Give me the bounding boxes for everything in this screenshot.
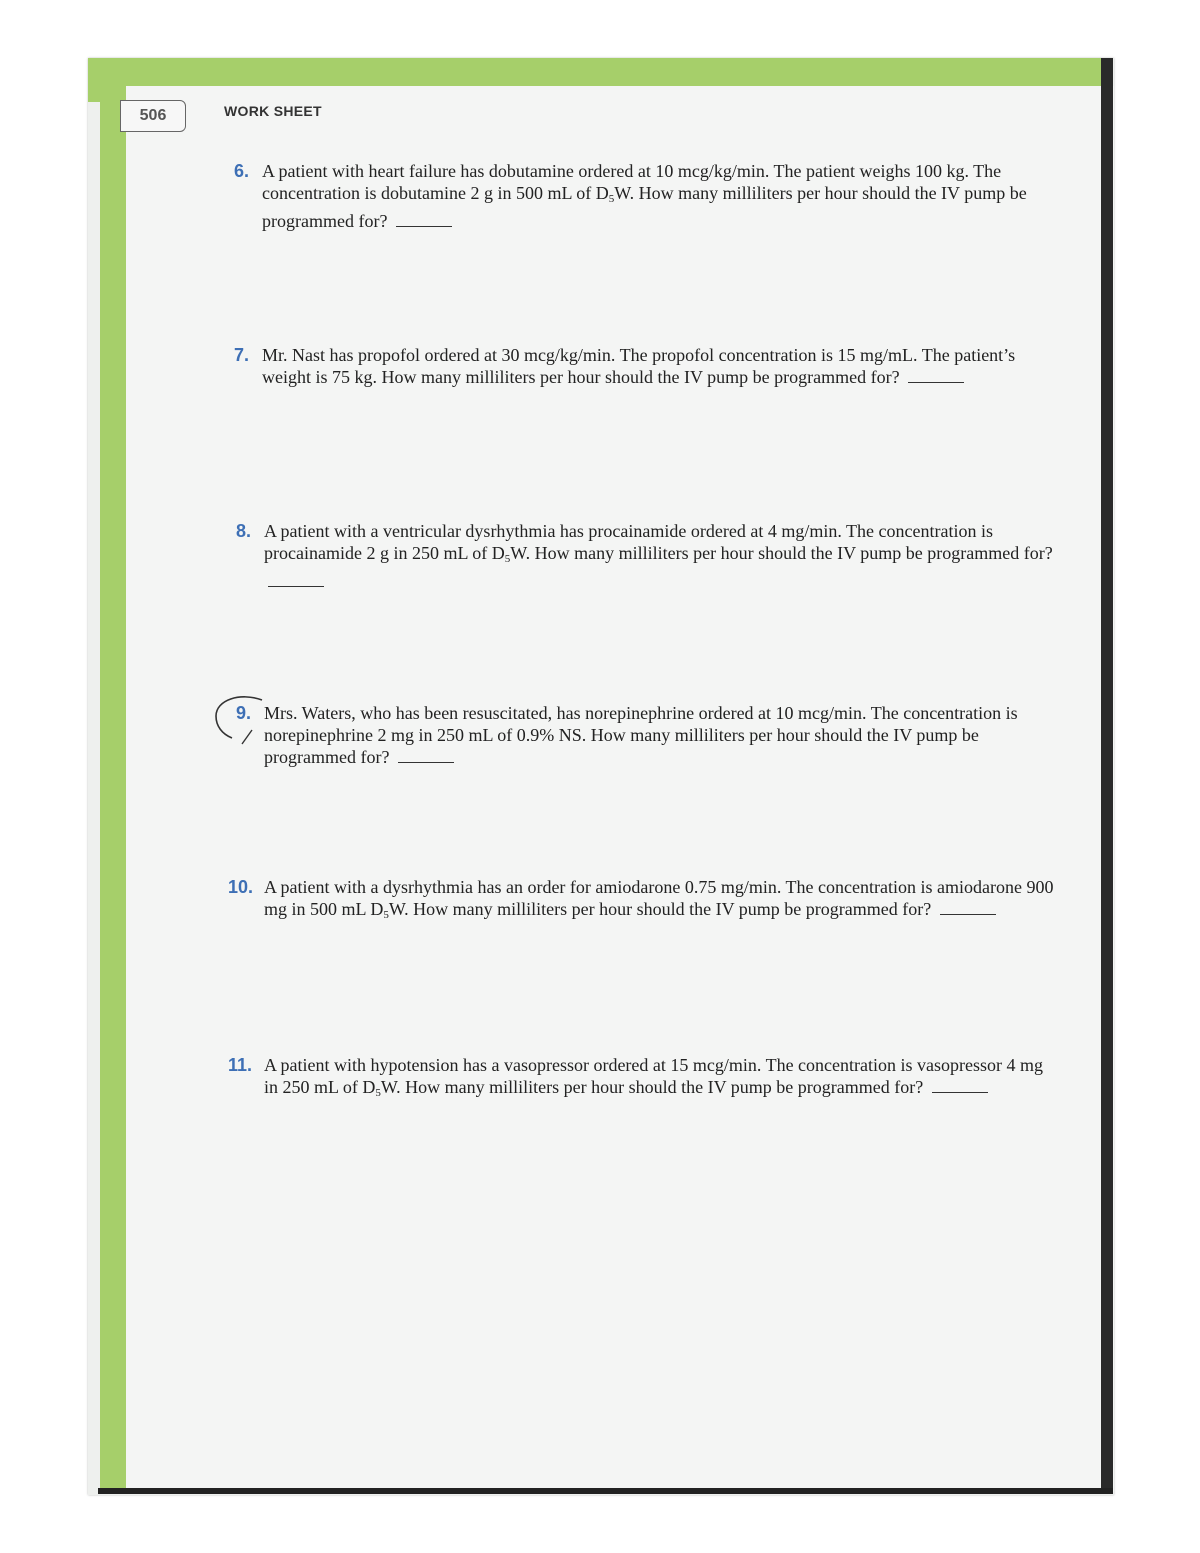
problem-text: A patient with a dysrhythmia has an order for amiodarone 0.75 mg/min. The concentration is amiodarone 900 mg in 500 mL D (264, 877, 1054, 919)
problem-6 (234, 160, 1052, 232)
problem-text: A patient with a ventricular dysrhythmia has procainamide ordered at 4 mg/min. The concentration is procainamide 2 g in 250 mL of D (264, 521, 993, 563)
answer-blank[interactable] (932, 1078, 988, 1093)
subscript: 5 (383, 909, 389, 921)
answer-blank[interactable] (396, 212, 452, 227)
answer-blank[interactable] (398, 748, 454, 763)
page-right-edge (1101, 58, 1113, 1494)
subscript: 5 (608, 193, 615, 205)
subscript: 5 (375, 1087, 381, 1099)
problem-number: 11. (228, 1055, 253, 1075)
problem-text-cont: W. How many milliliters per hour should the IV pump be programmed for? (510, 543, 1053, 563)
page-sheet (126, 86, 1114, 1492)
sheet-title: WORK SHEET (224, 103, 322, 119)
problem-number: 8. (236, 521, 252, 541)
problem-text-cont: W. How many milliliters per hour should the IV pump be programmed for? (262, 183, 1027, 231)
problem-8 (236, 520, 1054, 592)
problem-10 (228, 876, 1054, 926)
page-bottom-edge (98, 1488, 1113, 1494)
answer-blank[interactable] (940, 900, 996, 915)
problem-text: Mrs. Waters, who has been resuscitated, has norepinephrine ordered at 10 mcg/min. The concentration is norepinephrine 2 mg in 250 mL of 0.9% NS. How many milliliters per hour should the IV pump be programmed for? (264, 703, 1018, 767)
page-number: 506 (120, 100, 186, 132)
problem-text-cont: W. How many milliliters per hour should the IV pump be programmed for? (380, 1077, 924, 1097)
problem-9 (236, 702, 1054, 768)
problem-number: 9. (236, 703, 252, 723)
problem-7 (234, 344, 1052, 388)
problem-text-cont: W. How many milliliters per hour should the IV pump be programmed for? (388, 899, 932, 919)
problem-11 (228, 1054, 1054, 1104)
problem-text: A patient with hypotension has a vasopressor ordered at 15 mcg/min. The concentration is vasopressor 4 mg in 250 mL of D (264, 1055, 1044, 1097)
answer-blank[interactable] (268, 572, 324, 587)
subscript: 5 (504, 553, 511, 565)
answer-blank[interactable] (908, 368, 964, 383)
problem-number: 6. (234, 161, 250, 181)
problem-text: A patient with heart failure has dobutamine ordered at 10 mcg/kg/min. The patient weighs 100 kg. The concentration is dobutamine 2 g in 500 mL of D (262, 161, 1002, 203)
problem-number: 7. (234, 345, 250, 365)
green-side-band (100, 58, 126, 1492)
problem-text: Mr. Nast has propofol ordered at 30 mcg/kg/min. The propofol concentration is 15 mg/mL. The patient’s weight is 75 kg. How many milliliters per hour should the IV pump be programmed for? (262, 345, 1016, 387)
problem-number: 10. (228, 877, 254, 897)
